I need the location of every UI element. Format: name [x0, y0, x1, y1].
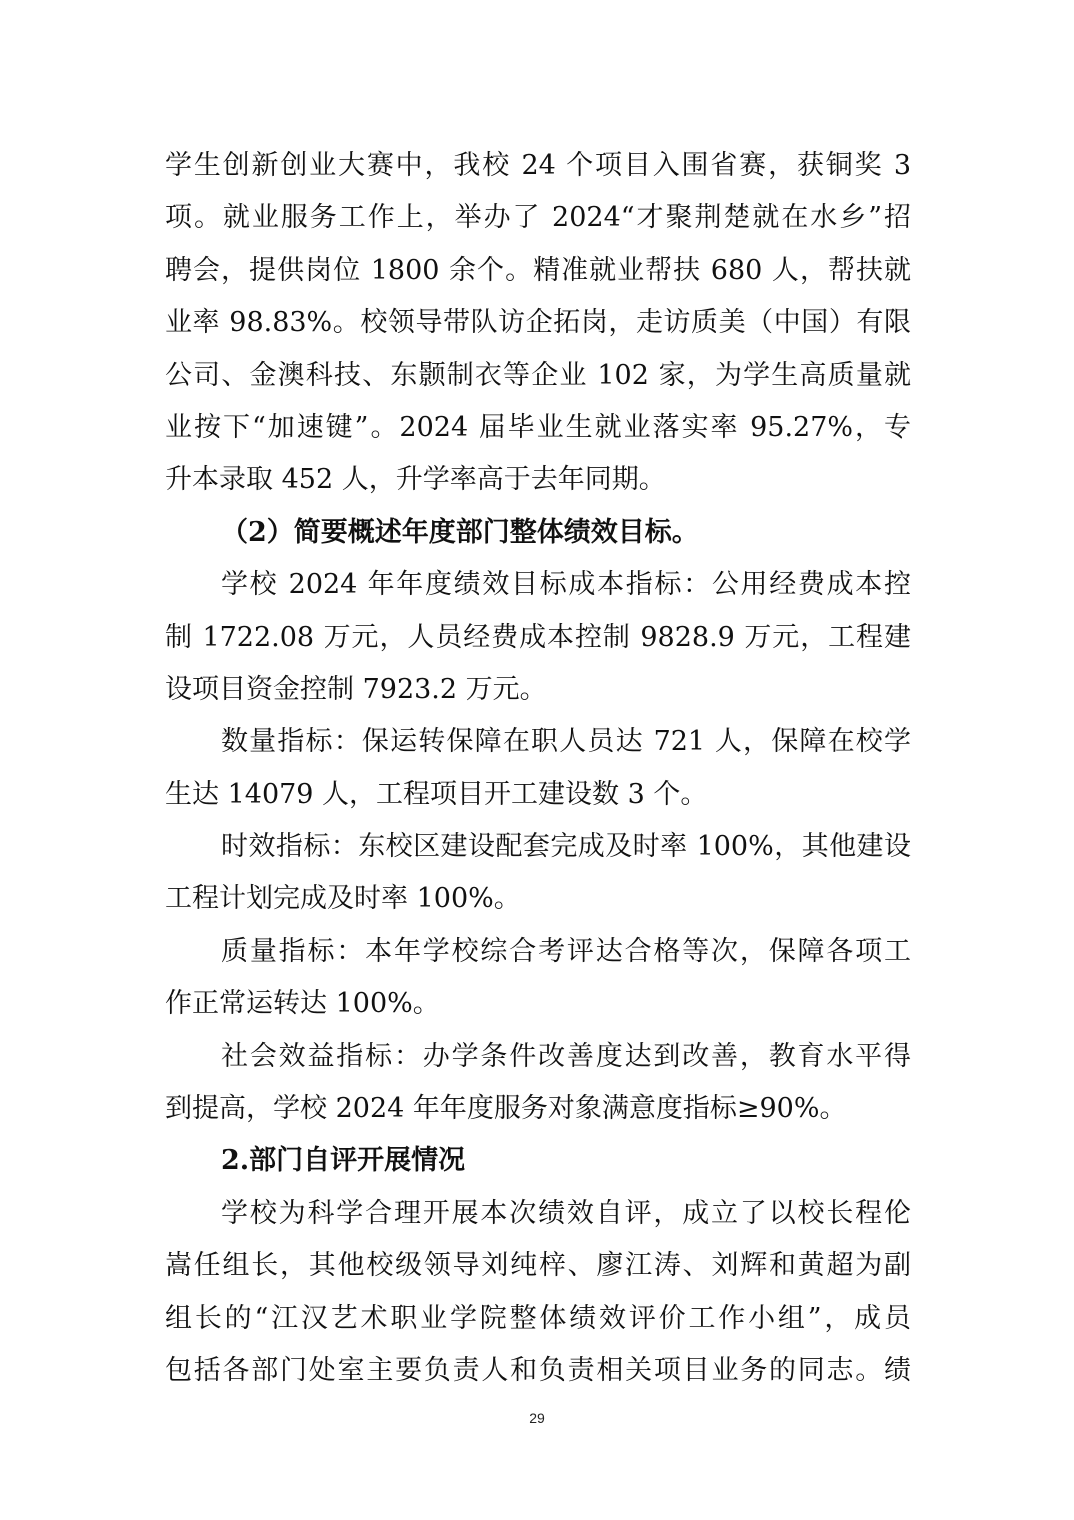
section-heading-performance-goals: （2）简要概述年度部门整体绩效目标。: [221, 516, 699, 548]
text-line: 公司、金澳科技、东颢制衣等企业 102 家，为学生高质量就: [165, 359, 911, 391]
text-line: 设项目资金控制 7923.2 万元。: [165, 673, 547, 705]
text-line: 工程计划完成及时率 100%。: [165, 883, 521, 915]
text-line: 包括各部门处室主要负责人和负责相关项目业务的同志。绩: [165, 1354, 911, 1386]
text-line: 数量指标：保运转保障在职人员达 721 人，保障在校学: [221, 726, 911, 758]
document-body: [165, 140, 911, 1397]
text-line: 质量指标：本年学校综合考评达合格等次，保障各项工: [221, 935, 911, 967]
text-line: 学生创新创业大赛中，我校 24 个项目入围省赛，获铜奖 3: [165, 150, 911, 181]
text-line: 业按下“加速键”。2024 届毕业生就业落实率 95.27%，专: [165, 411, 911, 443]
text-line: 组长的“江汉艺术职业学院整体绩效评价工作小组”，成员: [165, 1302, 911, 1334]
text-line: 升本录取 452 人，升学率高于去年同期。: [165, 464, 666, 496]
text-line: 聘会，提供岗位 1800 余个。精准就业帮扶 680 人，帮扶就: [165, 254, 911, 286]
paragraph-self-evaluation: [165, 1188, 911, 1398]
text-line: 制 1722.08 万元，人员经费成本控制 9828.9 万元，工程建: [165, 621, 911, 653]
paragraph-quantity-indicators: [165, 716, 911, 821]
text-line: 生达 14079 人，工程项目开工建设数 3 个。: [165, 778, 708, 810]
page-number: 29: [529, 1410, 545, 1426]
text-line: 到提高，学校 2024 年年度服务对象满意度指标≥90%。: [165, 1093, 847, 1125]
paragraph-employment: [165, 140, 911, 507]
paragraph-timeliness-indicators: [165, 821, 911, 926]
text-line: 项。就业服务工作上，举办了 2024“才聚荆楚就在水乡”招: [165, 202, 911, 234]
text-line: 学校 2024 年年度绩效目标成本指标：公用经费成本控: [221, 569, 911, 601]
text-line: 社会效益指标：办学条件改善度达到改善，教育水平得: [221, 1040, 911, 1072]
text-line: 作正常运转达 100%。: [165, 988, 440, 1020]
text-line: 业率 98.83%。校领导带队访企拓岗，走访质美（中国）有限: [165, 307, 911, 339]
paragraph-quality-indicators: [165, 926, 911, 1031]
paragraph-social-benefit-indicators: [165, 1031, 911, 1136]
section-heading-self-evaluation: 2.部门自评开展情况: [221, 1145, 466, 1177]
text-line: 学校为科学合理开展本次绩效自评，成立了以校长程伦: [221, 1197, 911, 1229]
text-line: 嵩任组长，其他校级领导刘纯梓、廖江涛、刘辉和黄超为副: [165, 1250, 911, 1282]
paragraph-cost-indicators: [165, 559, 911, 716]
text-line: 时效指标：东校区建设配套完成及时率 100%，其他建设: [221, 831, 911, 863]
